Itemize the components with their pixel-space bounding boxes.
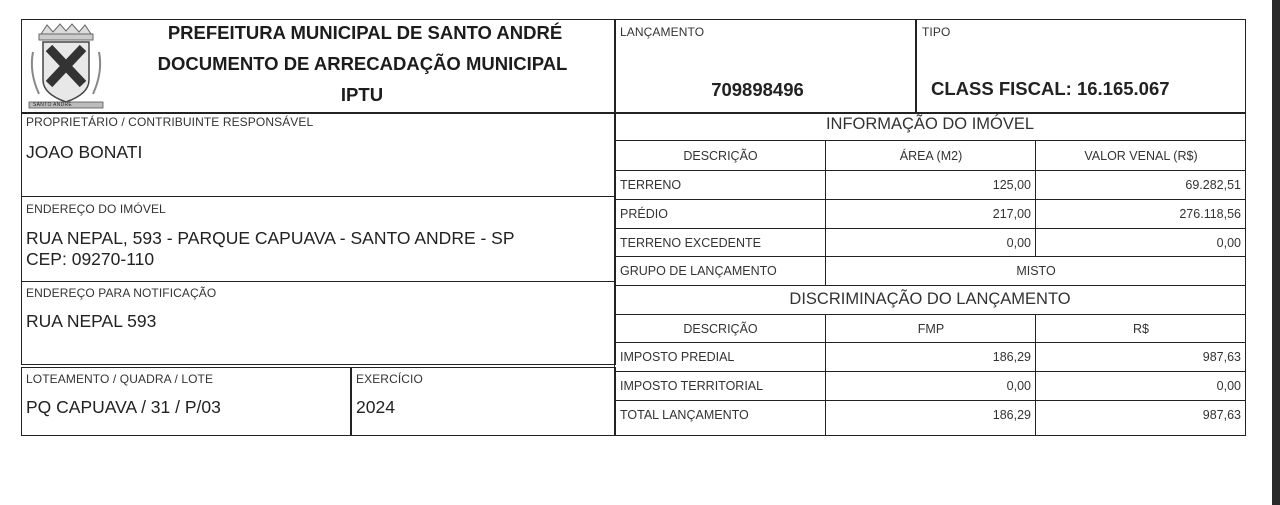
endereco-imovel-line2: CEP: 09270-110: [26, 249, 155, 269]
tipo-label: TIPO: [922, 25, 951, 39]
grupo-lancamento-label: GRUPO DE LANÇAMENTO: [620, 263, 777, 278]
tipo-value: CLASS FISCAL: 16.165.067: [931, 78, 1170, 99]
exercicio-value: 2024: [356, 397, 395, 417]
table-cell: 276.118,56: [1179, 207, 1241, 221]
endereco-imovel-line1: RUA NEPAL, 593 - PARQUE CAPUAVA - SANTO ANDRE - SP: [26, 228, 515, 248]
table-cell: 987,63: [1202, 350, 1241, 364]
table-cell: 186,29: [992, 350, 1031, 364]
table-cell: 0,00: [1216, 379, 1241, 393]
grupo-lancamento-value: MISTO: [1016, 263, 1056, 278]
proprietario-label: PROPRIETÁRIO / CONTRIBUINTE RESPONSÁVEL: [26, 115, 314, 129]
header-title-line1: PREFEITURA MUNICIPAL DE SANTO ANDRÉ: [167, 22, 563, 43]
info-header-valor: VALOR VENAL (R$): [1084, 149, 1198, 163]
info-imovel-title: INFORMAÇÃO DO IMÓVEL: [825, 115, 1035, 133]
lancamento-value: 709898496: [711, 79, 804, 100]
loteamento-value: PQ CAPUAVA / 31 / P/03: [26, 397, 221, 417]
lancamento-label: LANÇAMENTO: [620, 25, 705, 39]
table-cell: 0,00: [1216, 235, 1241, 250]
table-row: TOTAL LANÇAMENTO: [620, 407, 749, 422]
loteamento-label: LOTEAMENTO / QUADRA / LOTE: [26, 372, 214, 386]
table-row: TERRENO EXCEDENTE: [620, 235, 761, 250]
endereco-notificacao-label: ENDEREÇO PARA NOTIFICAÇÃO: [26, 286, 217, 300]
viewer-edge: [1272, 0, 1280, 505]
table-row: IMPOSTO PREDIAL: [620, 350, 735, 364]
exercicio-label: EXERCÍCIO: [356, 372, 423, 386]
disc-header-descricao: DESCRIÇÃO: [683, 321, 758, 336]
table-cell: 125,00: [992, 178, 1031, 192]
logo-caption: SANTO ANDRE: [33, 102, 73, 108]
table-cell: 0,00: [1006, 235, 1031, 250]
discriminacao-title: DISCRIMINAÇÃO DO LANÇAMENTO: [789, 290, 1071, 308]
info-header-descricao: DESCRIÇÃO: [683, 149, 758, 163]
table-row: IMPOSTO TERRITORIAL: [620, 379, 764, 393]
table-cell: 217,00: [992, 207, 1031, 221]
table-row: PRÉDIO: [620, 207, 668, 221]
table-cell: 69.282,51: [1185, 178, 1241, 192]
table-cell: 0,00: [1006, 379, 1031, 393]
table-row: TERRENO: [620, 178, 682, 192]
endereco-notificacao-value: RUA NEPAL 593: [26, 311, 157, 331]
disc-header-fmp: FMP: [917, 321, 945, 336]
table-cell: 186,29: [992, 407, 1031, 422]
header-title-line3: IPTU: [340, 84, 384, 105]
proprietario-value: JOAO BONATI: [26, 142, 143, 162]
coat-of-arms-icon: [27, 22, 105, 110]
endereco-imovel-label: ENDEREÇO DO IMÓVEL: [26, 202, 166, 216]
info-header-area: ÁREA (M2): [899, 149, 963, 163]
header-title-line2: DOCUMENTO DE ARRECADAÇÃO MUNICIPAL: [157, 53, 568, 74]
table-cell: 987,63: [1202, 407, 1241, 422]
disc-header-rs: R$: [1133, 321, 1149, 336]
